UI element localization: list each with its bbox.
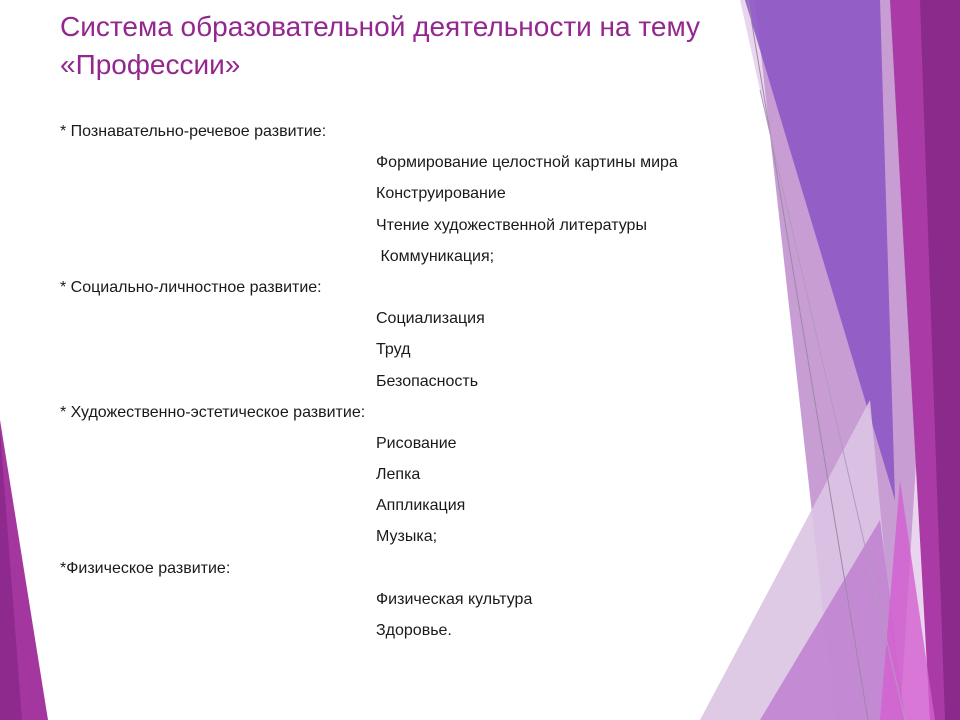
section-heading: * Художественно-эстетическое развитие: [60, 403, 366, 421]
section-heading: * Познавательно-речевое развитие: [60, 123, 327, 140]
list-item: Физическая культура [376, 590, 533, 608]
list-item: Рисование [376, 434, 457, 452]
title-line-1: Система образовательной деятельности на тему [60, 11, 701, 42]
title-line-2: «Профессии» [60, 49, 241, 80]
list-item: Музыка; [376, 528, 438, 546]
list-item: Здоровье. [376, 622, 452, 639]
slide-title [60, 8, 920, 84]
list-item: Труд [376, 341, 411, 359]
list-item: Социализация [376, 310, 485, 328]
list-item: Формирование целостной картины мира [376, 154, 678, 172]
list-item: Аппликация [376, 497, 466, 515]
list-item: Чтение художественной литературы [376, 216, 647, 234]
list-item: Лепка [376, 466, 421, 484]
section-heading: *Физическое развитие: [60, 559, 231, 577]
list-item: Конструирование [376, 185, 506, 203]
slide-content [60, 116, 860, 646]
section-heading: * Социально-личностное развитие: [60, 278, 322, 296]
list-item: Коммуникация; [376, 247, 495, 265]
list-item: Безопасность [376, 372, 479, 390]
